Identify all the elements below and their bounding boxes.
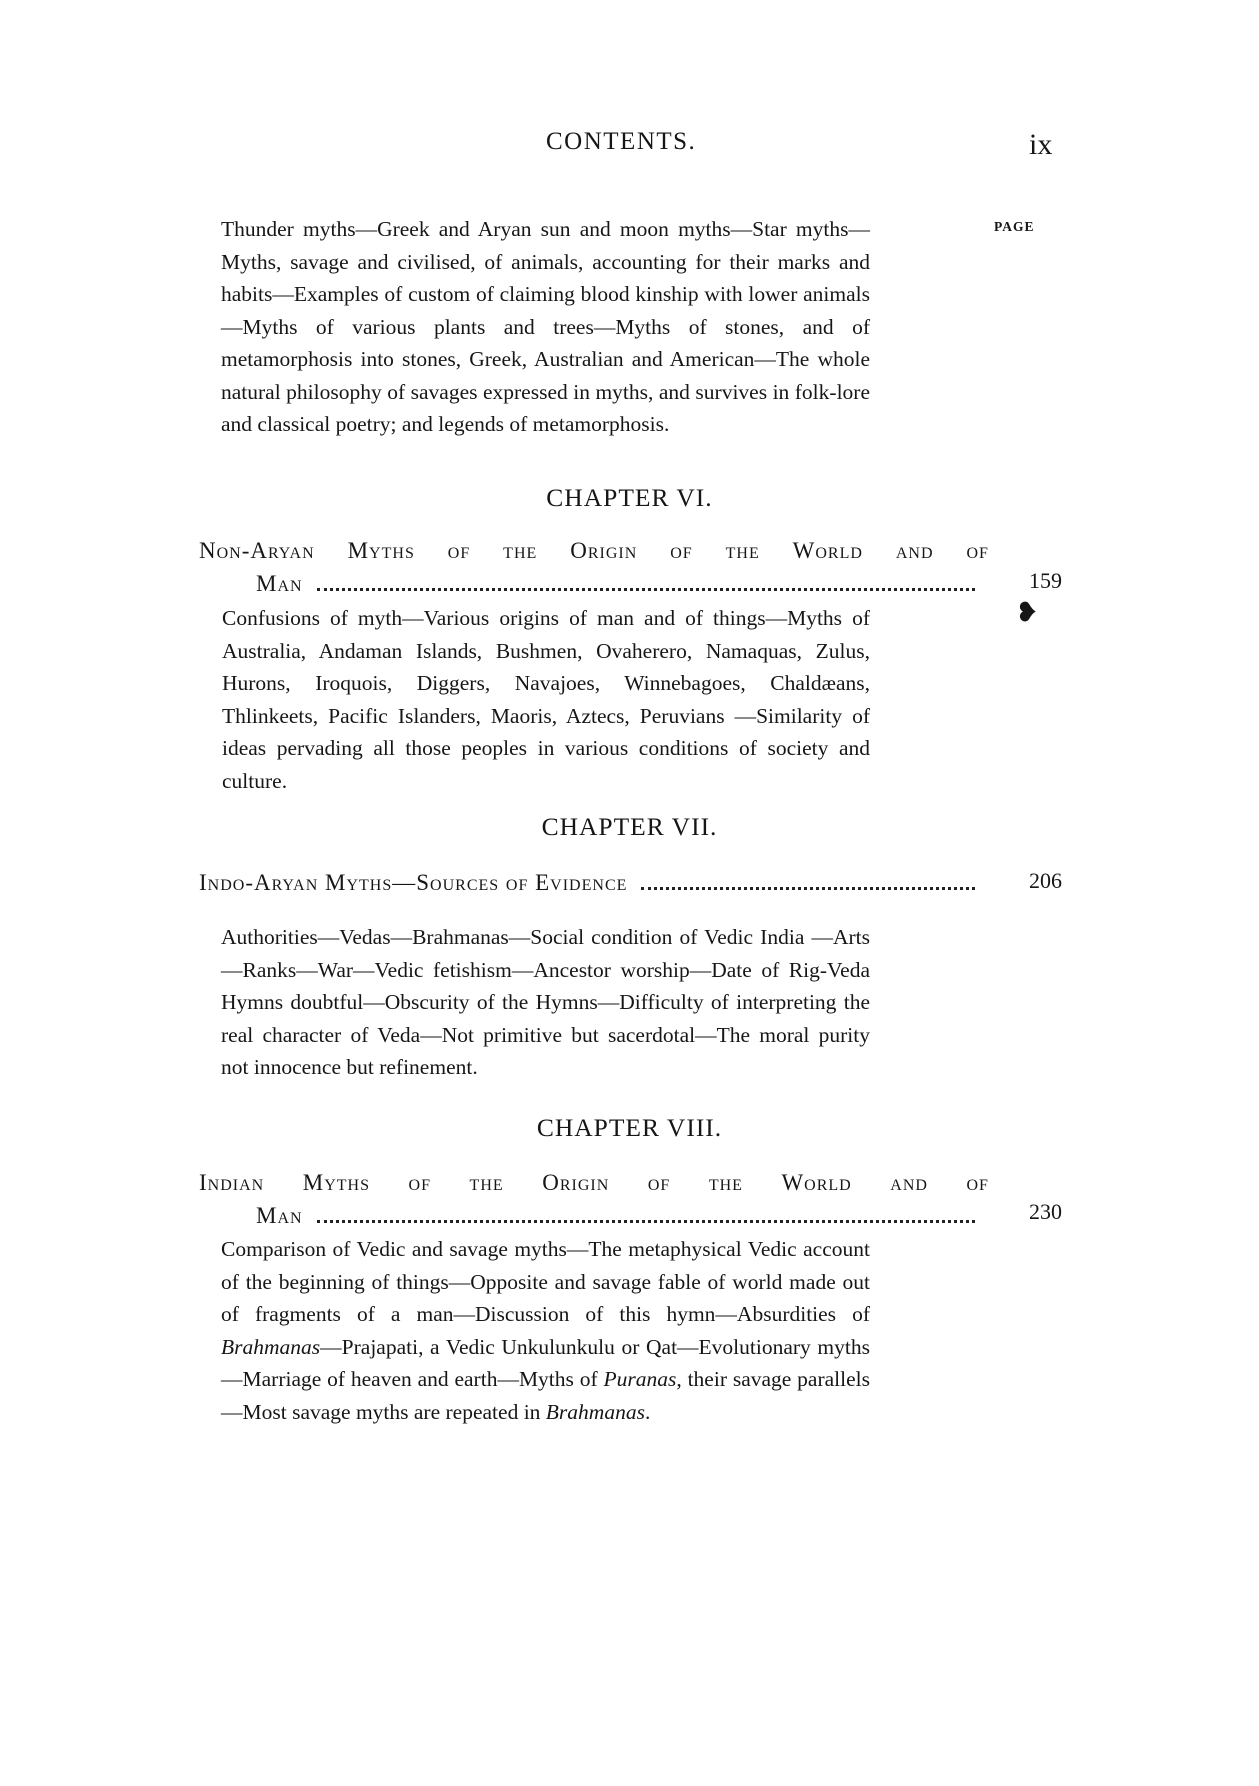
chapter-vii-title [199,866,989,899]
chapter-vi-page-number: 159 [1029,568,1062,593]
chapter-vi-title [199,534,989,600]
chapter-vi-summary: Confusions of myth—Various origins of man and of things—Myths of Australia, Andaman Islands, Bushmen, Ovaherero, Namaquas, Zulus, Hurons, Iroquois, Diggers, Navajoes, Winnebagoes, Chaldæans, Thlinkeets, Pacific Islanders, Maoris, Aztecs, Peruvians —Similarity of ideas pervading all those peoples in various conditions of society and culture. [222,606,870,793]
chapter-vii-heading: CHAPTER VII. [541,812,718,841]
running-head-title: CONTENTS. [546,128,697,155]
chapter-viii-page-number: 230 [1029,1199,1062,1224]
dot-leader [317,1220,975,1223]
chapter-vii-summary: Authorities—Vedas—Brahmanas—Social condition of Vedic India —Arts—Ranks—War—Vedic fetishism—Ancestor worship—Date of Rig-Veda Hymns doubtful—Obscurity of the Hymns—Difficulty of interpreting the real character of Veda—Not primitive but sacerdotal—The moral purity not innocence but refinement. [221,925,870,1079]
folio-number: ix [1029,128,1053,161]
chapter-viii-title-line2: Man [256,1199,989,1232]
chapter-viii-heading: CHAPTER VIII. [536,1113,723,1142]
chapter-vi-heading: CHAPTER VI. [546,483,713,512]
chapter-vi-title-line1: Non-Aryan Myths of the Origin of the World and of [199,538,989,563]
running-head [0,128,1259,168]
chapter-viii-title-line1: Indian Myths of the Origin of the World and of [199,1170,989,1195]
chapter-v-summary-continuation: Thunder myths—Greek and Aryan sun and moon myths—Star myths—Myths, savage and civilised, of animals, accounting for their marks and habits—Examples of custom of claiming blood kinship with lower animals—Myths of various plants and trees—Myths of stones, and of metamorphosis into stones, Greek, Australian and American—The whole natural philosophy of savages expressed in myths, and survives in folk-lore and classical poetry; and legends of metamorphosis. [221,217,870,436]
page-column-label: PAGE [994,219,1035,234]
chapter-vii-title-text: Indo-Aryan Myths—Sources of Evidence [199,870,628,895]
chapter-viii-summary: Comparison of Vedic and savage myths—The metaphysical Vedic account of the beginning of things—Opposite and savage fable of world made out of fragments of a man—Discussion of this hymn—Absurdities of Brahmanas—Prajapati, a Vedic Unkulunkulu or Qat—Evolutionary myths—Marriage of heaven and earth—Myths of Puranas, their savage parallels—Most savage myths are repeated in Brahmanas. [221,1237,870,1424]
dot-leader [317,588,975,591]
dot-leader [641,887,975,890]
chapter-viii-title [199,1166,989,1232]
chapter-vi-title-line2: Man [256,567,989,600]
chapter-vii-page-number: 206 [1029,868,1062,893]
margin-mark: ❥ [1016,598,1038,627]
